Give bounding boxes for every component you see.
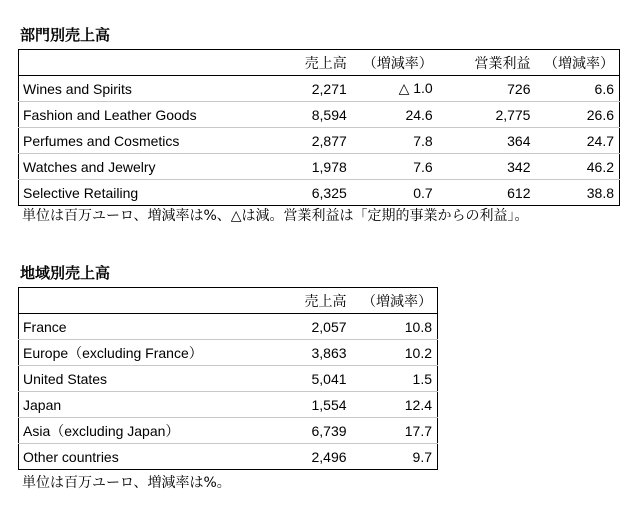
table-row — [19, 366, 438, 392]
region-sales: 6,739 — [260, 418, 352, 444]
region-sales-change: 10.2 — [352, 340, 438, 366]
segment-sales: 8,594 — [260, 102, 352, 128]
segment-profit: 364 — [438, 128, 536, 154]
region-sales-change: 1.5 — [352, 366, 438, 392]
header-sales: 売上高 — [260, 288, 352, 314]
region-name: Europe（excluding France） — [19, 340, 260, 366]
table-row — [19, 102, 620, 128]
region-name: Other countries — [19, 444, 260, 470]
table-row — [19, 76, 620, 102]
region-sales-change: 10.8 — [404, 318, 432, 335]
region-name: United States — [19, 366, 260, 392]
segment-profit-change: 6.6 — [594, 80, 614, 97]
regional-sales-title: 地域別売上高 — [20, 264, 111, 282]
segment-header-row — [19, 50, 620, 76]
segment-sales-change: △ 1.0 — [398, 80, 433, 96]
header-sales: 売上高 — [260, 50, 352, 76]
segment-name: Wines and Spirits — [23, 80, 132, 97]
table-row — [19, 444, 438, 470]
regional-note: 単位は百万ユーロ、増減率は%。 — [22, 475, 231, 491]
segment-profit: 342 — [438, 154, 536, 180]
region-name: Japan — [19, 392, 260, 418]
segment-sales-title: 部門別売上高 — [20, 26, 111, 44]
table-row — [19, 340, 438, 366]
region-sales: 2,496 — [260, 444, 352, 470]
region-name: Asia（excluding Japan） — [19, 418, 260, 444]
segment-sales-change: 0.7 — [352, 180, 438, 206]
region-sales-change: 12.4 — [352, 392, 438, 418]
region-name: France — [23, 318, 67, 335]
header-profit-change: （増減率） — [535, 50, 619, 76]
regional-sales-table — [18, 287, 438, 470]
segment-name: Selective Retailing — [19, 180, 261, 206]
segment-profit: 612 — [438, 180, 536, 206]
segment-sales: 2,877 — [260, 128, 352, 154]
table-row — [19, 418, 438, 444]
segment-sales: 6,325 — [260, 180, 352, 206]
segment-sales: 1,978 — [260, 154, 352, 180]
table-row — [19, 392, 438, 418]
table-row — [19, 180, 620, 206]
header-sales-change: （増減率） — [352, 288, 438, 314]
header-sales-change: （増減率） — [352, 50, 438, 76]
segment-profit-change: 24.7 — [535, 128, 619, 154]
header-operating-profit: 営業利益 — [438, 50, 536, 76]
region-sales: 3,863 — [260, 340, 352, 366]
region-header-row — [19, 288, 438, 314]
segment-sales: 2,271 — [311, 80, 347, 97]
segment-sales-change: 7.6 — [352, 154, 438, 180]
header-blank — [19, 288, 260, 314]
segment-sales-change: 7.8 — [352, 128, 438, 154]
region-sales-change: 17.7 — [352, 418, 438, 444]
segment-profit-change: 46.2 — [535, 154, 619, 180]
segment-sales-change: 24.6 — [352, 102, 438, 128]
table-row — [19, 154, 620, 180]
segment-name: Watches and Jewelry — [19, 154, 261, 180]
segment-name: Fashion and Leather Goods — [19, 102, 261, 128]
segment-sales-table — [18, 49, 620, 206]
region-sales: 1,554 — [260, 392, 352, 418]
region-sales: 2,057 — [311, 318, 347, 335]
table-row — [19, 314, 438, 340]
segment-profit-change: 38.8 — [535, 180, 619, 206]
segment-profit: 2,775 — [438, 102, 536, 128]
table-row — [19, 128, 620, 154]
segment-name: Perfumes and Cosmetics — [19, 128, 261, 154]
header-blank — [19, 50, 261, 76]
segment-note: 単位は百万ユーロ、増減率は%、△は減。営業利益は「定期的事業からの利益」。 — [22, 208, 529, 224]
segment-profit-change: 26.6 — [535, 102, 619, 128]
region-sales-change: 9.7 — [352, 444, 438, 470]
region-sales: 5,041 — [260, 366, 352, 392]
segment-profit: 726 — [507, 80, 531, 97]
